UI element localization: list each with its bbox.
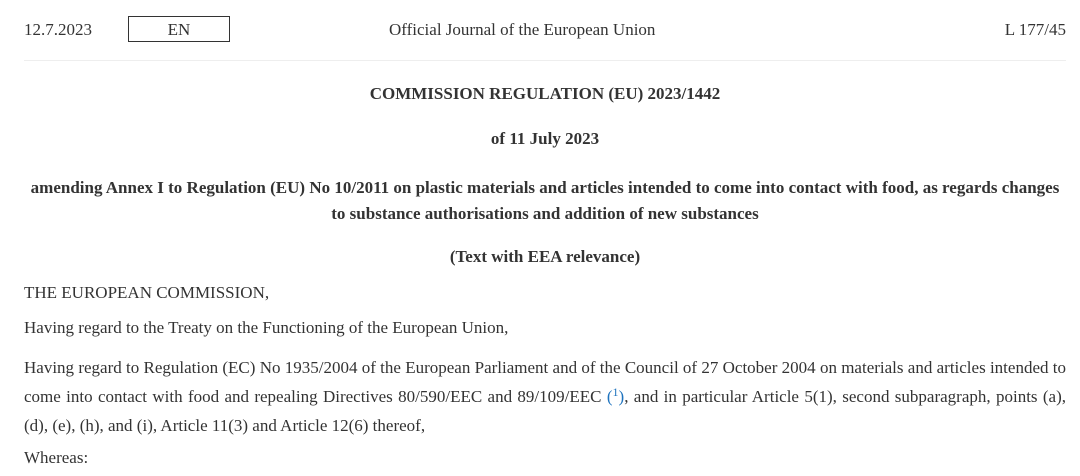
commission-line: THE EUROPEAN COMMISSION, [24,283,270,302]
recital-regulation-text-start: Having regard to Regulation (EC) No 1935/2004 of the European Parliament and of the Council of 27 October 2004 on materials and articles intended to come into contact with food and repealing Directives 80/590/EEC and 89/109/EEC [24,358,1066,406]
document-page [24,0,1066,467]
recital-treaty: Having regard to the Treaty on the Functioning of the European Union, [24,318,509,337]
eea-relevance: (Text with EEA relevance) [449,247,641,266]
recital-regulation [24,353,1066,440]
journal-reference: L 177/45 [1004,20,1066,39]
journal-title: Official Journal of the European Union [389,20,656,39]
language-badge: EN [128,16,230,42]
footnote-link[interactable]: ($^1$) [606,385,625,406]
regulation-subject: amending Annex I to Regulation (EU) No 10/2011 on plastic materials and articles intended to come into contact with food, as regards changes to substance authorisations and addition of new substances [30,178,1060,223]
whereas-line: Whereas: [24,448,89,467]
recital-regulation-text-end: , and in particular Article 5(1), second subparagraph, points (a), (d), (e), (h), and (i), Article 11(3) and Article 12(6) thereof, [24,387,1066,435]
publication-date: 12.7.2023 [24,20,92,39]
regulation-title: COMMISSION REGULATION (EU) 2023/1442 [369,84,721,103]
regulation-date: of 11 July 2023 [490,129,600,148]
journal-header [24,0,1066,61]
footnote-number: 1 [612,385,619,399]
